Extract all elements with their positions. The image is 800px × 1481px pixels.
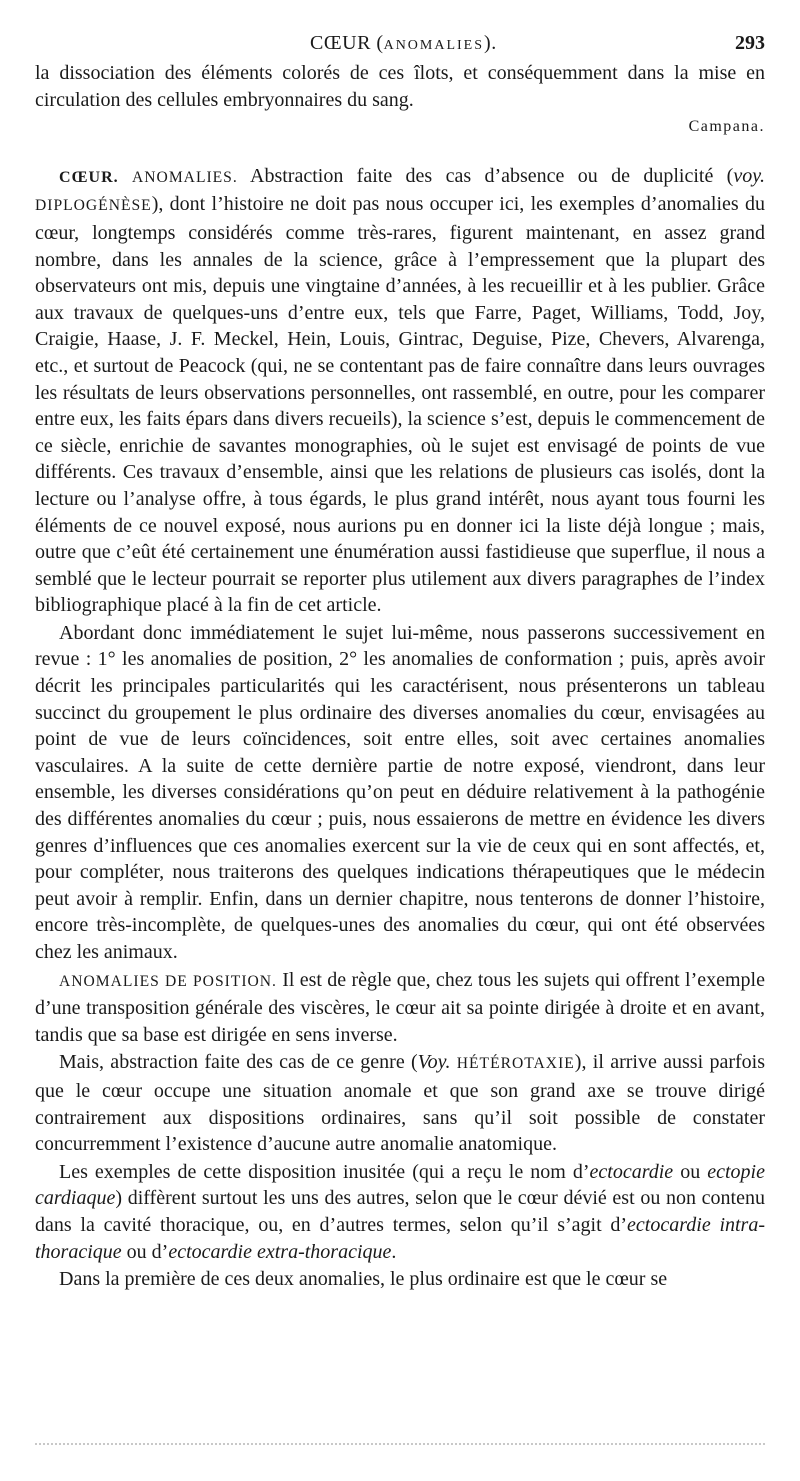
article-paragraph-2: Abordant donc immédiatement le sujet lui-même, nous passerons successivement en revue : 1° les anomalies de position, 2° les anomalies de conformation ; puis, après avoir décrit les principales particularités qui les caractérisent, nous présenterons un tableau succinct du groupement le plus ordinaire des diverses anomalies du cœur, envisagées au point de vue de leurs coïncidences, soit entre elles, soit avec certaines anomalies vasculaires. A la suite de cette dernière partie de notre exposé, viendront, dans leur ensemble, les diverses considérations qu’on peut en déduire relativement à la pathogénie des différentes anomalies du cœur ; puis, nous essaierons de mettre en évidence les divers genres d’influences que ces anomalies exercent sur la vie de ceux qui en sont affectés, et, pour compléter, nous traiterons des quelques indications thérapeutiques que le médecin peut avoir à remplir. Enfin, dans un dernier chapitre, nous tenterons de donner l’histoire, encore très-incomplète, de quelques-unes des anomalies du cœur, qui ont été observées chez les animaux. [35,621,765,963]
cross-ref-diplogenese: DIPLOGÉNÈSE [35,197,152,215]
paragraph-text: Mais, abstraction faite des cas de ce genre ( [59,1051,418,1074]
running-title-main: CŒUR ( [310,32,384,54]
italic-term: ectopie cardiaque [35,1160,765,1210]
running-title-subtitle: ANOMALIES [383,38,485,53]
cross-ref-voy: Voy. [417,1051,451,1074]
paragraph-text: Il est de règle que, chez tous les sujets qui offrent l’exemple d’une transposition générale des viscères, le cœur ait sa pointe dirigée à droite et en avant, tandis que sa base est dirigée en sens inverse. [35,968,765,1046]
paragraph-text: Les exemples de cette disposition inusitée (qui a reçu le nom d’ [59,1160,590,1183]
italic-term: ectocardie [589,1160,674,1183]
page-number: 293 [735,32,765,54]
paragraph-text: ou [673,1160,708,1183]
italic-term: ectocardie intra-thoracique [35,1213,766,1263]
article-paragraph-4 [35,1049,765,1157]
paragraph-text: ), il arrive aussi parfois que le cœur occupe une situation anomale et que son grand axe se trouve dirigé contrairement aux dispositions ordinaires, sans qu’il soit possible de constater concurremment l’existence d’aucune autre anomalie anatomique. [35,1051,765,1156]
section-label-position: ANOMALIES DE POSITION. [59,972,277,990]
article-paragraph-1 [35,163,765,619]
paragraph-text: ) diffèrent surtout les uns des autres, selon que le cœur dévié est ou non contenu dans la cavité thoracique, ou, en d’autres termes, selon qu’il s’agit d’ [35,1187,765,1236]
entry-head-word: CŒUR. [59,168,119,186]
cross-ref-voy: voy. [733,164,766,187]
section-label-anomalies: ANOMALIES. [132,168,238,186]
italic-term: ectocardie extra-thoracique [168,1240,392,1263]
article-paragraph-6: Dans la première de ces deux anomalies, le plus ordinaire est que le cœur se [59,1268,668,1291]
article-paragraph-3 [35,967,765,1049]
paragraph-text: Abstraction faite des cas d’absence ou de duplicité ( [237,164,734,187]
intro-paragraph: la dissociation des éléments colorés de ces îlots, et conséquemment dans la mise en circulation des cellules embryonnaires du sang. [35,62,765,111]
scan-noise-divider [35,1443,765,1447]
cross-ref-heterotaxie: HÉTÉROTAXIE [456,1055,575,1073]
paragraph-text: ou d’ [121,1240,169,1263]
author-signature: Campana. [688,118,765,136]
paragraph-text: . [391,1240,397,1263]
running-header [35,30,765,56]
running-title [310,30,497,59]
running-title-end: ). [484,32,497,54]
paragraph-text: ), dont l’histoire ne doit pas nous occuper ici, les exemples d’anomalies du cœur, longtemps considérés comme très-rares, figurent maintenant, en assez grand nombre, dans les annales de la science, grâce à l’empressement que la plupart des observateurs ont mis, depuis une vingtaine d’années, à les recueillir et à les publier. Grâce aux travaux de quelques-uns d’entre eux, tels que Farre, Paget, Williams, Todd, Joy, Craigie, Haase, J. F. Meckel, Hein, Louis, Gintrac, Deguise, Pize, Chevers, Alvarenga, etc., et surtout de Peacock (qui, ne se contentant pas de faire connaître dans leurs ouvrages les résultats de leurs observations personnelles, ont rassemblé, en outre, pour les comparer entre eux, les faits épars dans divers recueils), la science s’est, depuis le commencement de ce siècle, enrichie de savantes monographies, où le sujet est envisagé de points de vue différents. Ces travaux d’ensemble, ainsi que les relations de plusieurs cas isolés, dont la lecture ou l’analyse offre, à tous égards, le plus grand intérêt, nous ayant tous fourni les éléments de ce nouvel exposé, nous aurions pu en donner ici la liste déjà longue ; mais, outre que c’eût été certainement une énumération aussi fastidieuse que superflue, il nous a semblé que le lecteur pourrait se reporter plus utilement aux divers paragraphes de l’index bibliographique placé à la fin de cet article. [35,193,765,617]
article-paragraph-5 [35,1159,765,1265]
document-page [35,30,765,1293]
